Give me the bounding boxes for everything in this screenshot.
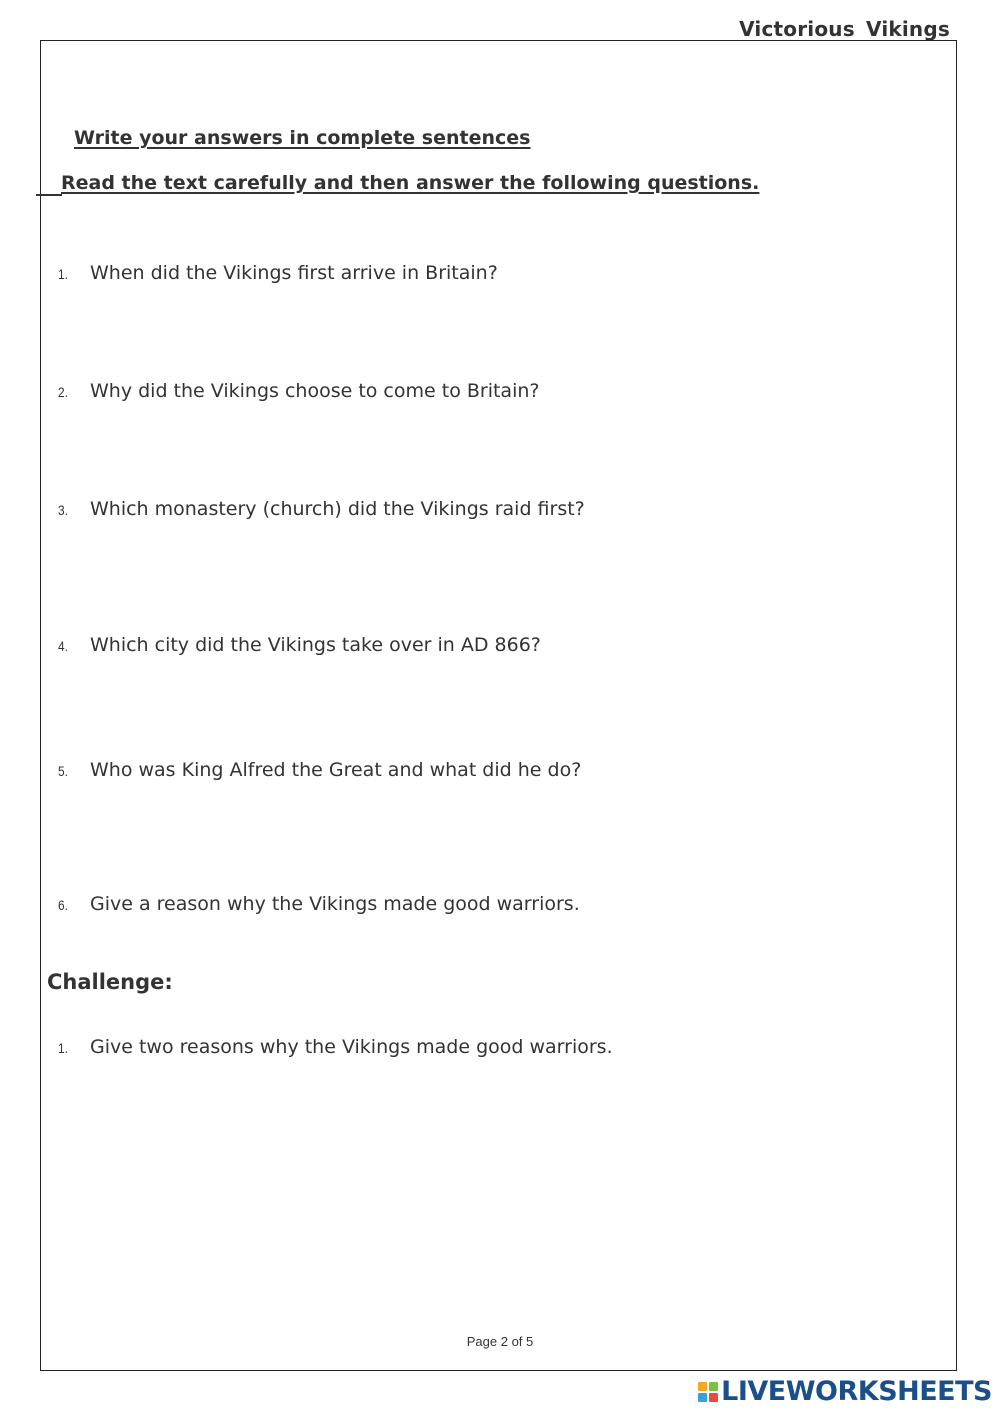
question-number: 6.: [58, 897, 68, 913]
logo-square-4: [709, 1393, 718, 1402]
question-number: 1.: [58, 1040, 68, 1056]
page-number: Page 2 of 5: [466, 1334, 534, 1349]
question-number: 4.: [58, 638, 68, 654]
question-4: [58, 634, 541, 656]
logo-square-1: [698, 1382, 707, 1391]
logo-square-3: [698, 1393, 707, 1402]
challenge-question-1: [58, 1036, 613, 1058]
question-3: [58, 498, 585, 520]
question-5: [58, 759, 581, 781]
question-text: Give a reason why the Vikings made good warriors.: [90, 893, 580, 915]
instruction-read-text: Read the text carefully and then answer the following questions.: [61, 172, 760, 194]
question-2: [58, 380, 539, 402]
question-text: Which city did the Vikings take over in AD 866?: [90, 634, 541, 656]
question-text: Give two reasons why the Vikings made good warriors.: [90, 1036, 613, 1058]
question-text: Which monastery (church) did the Vikings raid first?: [90, 498, 585, 520]
question-text: Why did the Vikings choose to come to Britain?: [90, 380, 540, 402]
question-number: 3.: [58, 502, 68, 518]
instruction-underline-stub: [36, 194, 62, 196]
logo-square-2: [709, 1382, 718, 1391]
logo-text: LIVEWORKSHEETS: [721, 1376, 992, 1407]
question-number: 2.: [58, 384, 68, 400]
header-title: Victorious Vikings: [739, 17, 950, 41]
question-text: Who was King Alfred the Great and what did he do?: [90, 759, 582, 781]
question-number: 1.: [58, 266, 68, 282]
question-text: When did the Vikings first arrive in Britain?: [90, 262, 498, 284]
page-frame: [40, 40, 957, 1371]
instruction-complete-sentences: Write your answers in complete sentences: [74, 127, 531, 149]
challenge-heading: Challenge:: [47, 970, 173, 994]
question-number: 5.: [58, 763, 68, 779]
liveworksheets-logo-icon: [698, 1382, 718, 1402]
liveworksheets-logo[interactable]: [698, 1376, 992, 1407]
question-6: [58, 893, 580, 915]
question-1: [58, 262, 498, 284]
